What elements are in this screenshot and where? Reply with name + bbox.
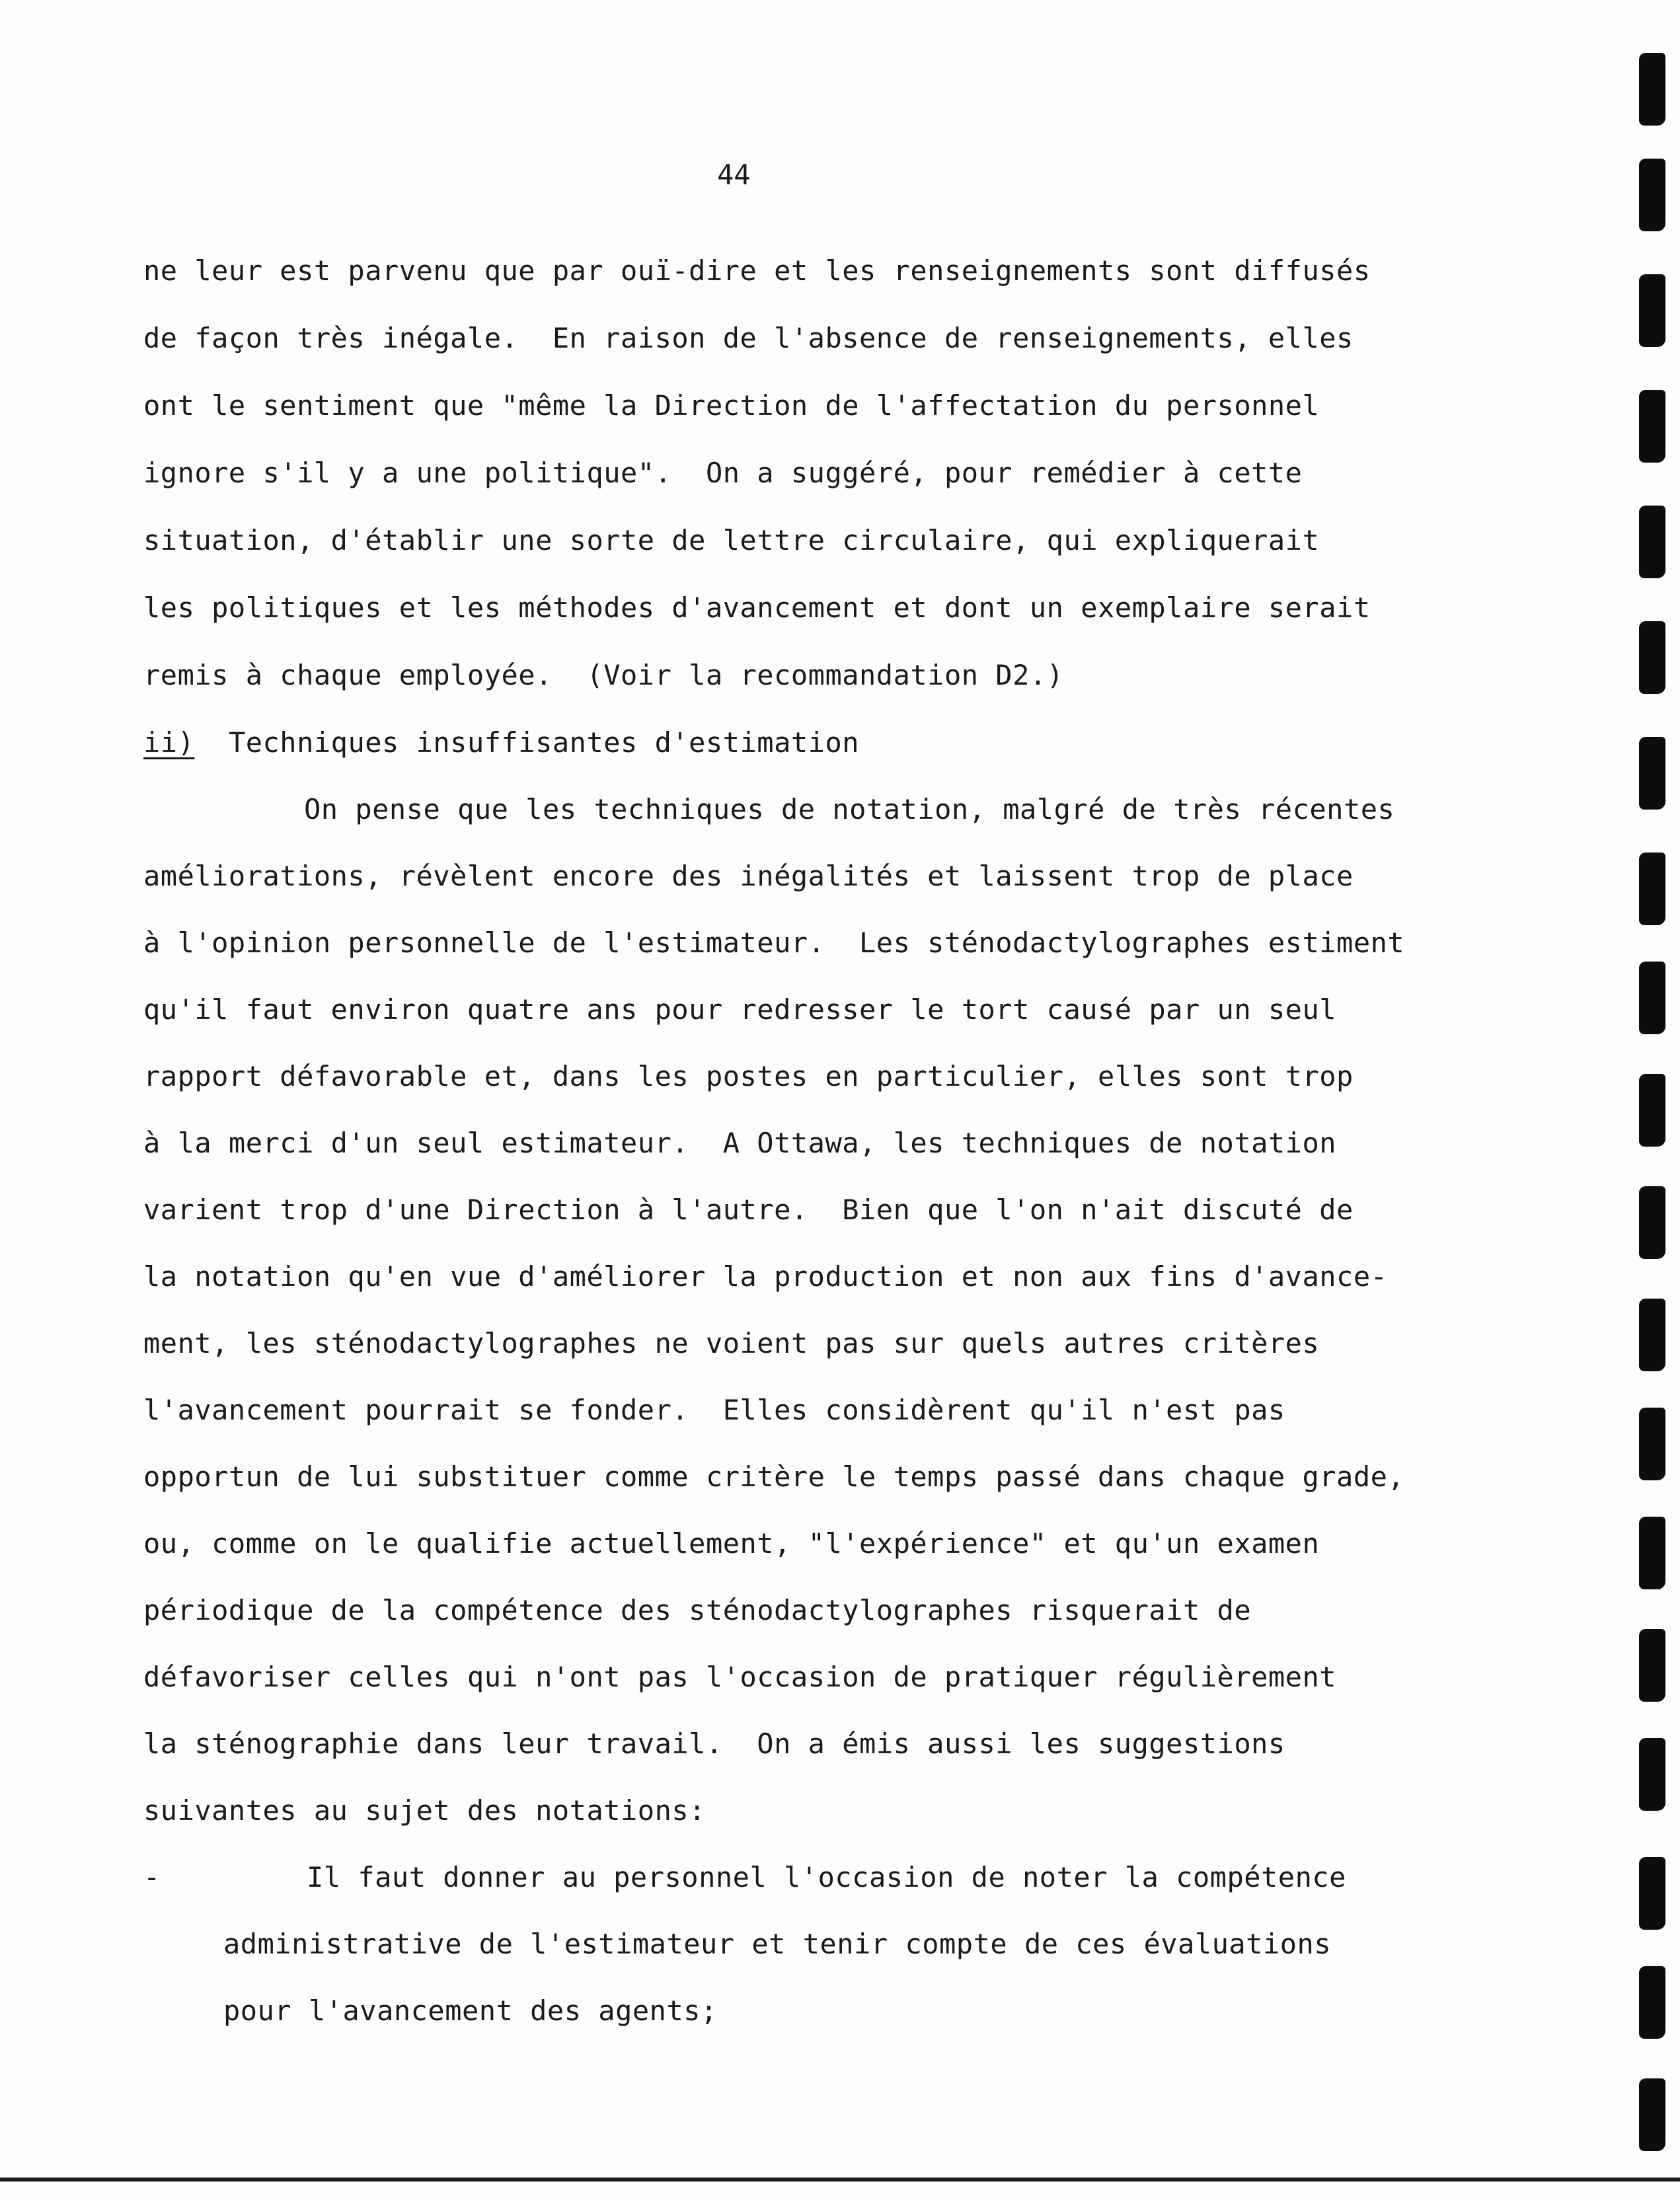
paragraph-line: la notation qu'en vue d'améliorer la production et non aux fins d'avance- <box>143 1260 1388 1293</box>
paragraph-line: à la merci d'un seul estimateur. A Ottawa, les techniques de notation <box>143 1127 1337 1159</box>
binding-hole <box>1639 621 1665 694</box>
binding-hole <box>1639 274 1665 347</box>
binding-hole <box>1639 737 1665 810</box>
binding-hole <box>1639 1299 1665 1371</box>
paragraph-line: rapport défavorable et, dans les postes en particulier, elles sont trop <box>143 1060 1354 1092</box>
binding-hole <box>1639 853 1665 925</box>
bullet-marker: - <box>143 1861 161 1893</box>
binding-hole <box>1639 159 1665 231</box>
paragraph-line: suivantes au sujet des notations: <box>143 1794 706 1827</box>
paragraph-line: On pense que les techniques de notation, malgré de très récentes <box>304 793 1395 825</box>
section-title: Techniques insuffisantes d'estimation <box>228 726 860 759</box>
binding-hole <box>1639 390 1665 463</box>
binding-hole <box>1639 1629 1665 1702</box>
paragraph-line: défavoriser celles qui n'ont pas l'occasion de pratiquer régulièrement <box>143 1661 1337 1693</box>
binding-hole <box>1639 1408 1665 1480</box>
paragraph-line: de façon très inégale. En raison de l'absence de renseignements, elles <box>143 322 1354 354</box>
bullet-line: Il faut donner au personnel l'occasion de noter la compétence <box>307 1861 1346 1893</box>
binding-hole <box>1639 962 1665 1034</box>
paragraph-line: opportun de lui substituer comme critère le temps passé dans chaque grade, <box>143 1460 1405 1493</box>
paragraph-line: remis à chaque employée. (Voir la recommandation D2.) <box>143 659 1064 691</box>
paragraph-line: qu'il faut environ quatre ans pour redresser le tort causé par un seul <box>143 993 1337 1026</box>
binding-hole <box>1639 1517 1665 1589</box>
paragraph-line: ont le sentiment que "même la Direction de l'affectation du personnel <box>143 389 1320 422</box>
paragraph-line: périodique de la compétence des sténodactylographes risquerait de <box>143 1594 1252 1626</box>
paragraph-line: ne leur est parvenu que par ouï-dire et les renseignements sont diffusés <box>143 254 1371 287</box>
bullet-line: administrative de l'estimateur et tenir compte de ces évaluations <box>223 1928 1332 1960</box>
bullet-line: pour l'avancement des agents; <box>223 1994 718 2027</box>
page-bottom-edge <box>0 2178 1680 2181</box>
paragraph-line: l'avancement pourrait se fonder. Elles considèrent qu'il n'est pas <box>143 1394 1285 1426</box>
section-number: ii) <box>143 726 195 759</box>
binding-hole <box>1639 1857 1665 1930</box>
binding-hole <box>1639 1966 1665 2039</box>
paragraph-line: situation, d'établir une sorte de lettre circulaire, qui expliquerait <box>143 524 1320 556</box>
paragraph-line: la sténographie dans leur travail. On a émis aussi les suggestions <box>143 1727 1285 1760</box>
paragraph-line: ment, les sténodactylographes ne voient pas sur quels autres critères <box>143 1327 1320 1359</box>
paragraph-line: ou, comme on le qualifie actuellement, "l'expérience" et qu'un examen <box>143 1527 1320 1560</box>
paragraph-line: les politiques et les méthodes d'avancement et dont un exemplaire serait <box>143 591 1371 624</box>
paragraph-line: à l'opinion personnelle de l'estimateur. Les sténodactylographes estiment <box>143 927 1405 959</box>
binding-hole <box>1639 506 1665 578</box>
page-number: 44 <box>717 159 751 191</box>
paragraph-line: améliorations, révèlent encore des inégalités et laissent trop de place <box>143 860 1354 892</box>
binding-hole <box>1639 53 1665 126</box>
binding-hole <box>1639 1186 1665 1259</box>
binding-hole <box>1639 2078 1665 2151</box>
paragraph-line: ignore s'il y a une politique". On a suggéré, pour remédier à cette <box>143 457 1303 489</box>
binding-hole <box>1639 1738 1665 1811</box>
section-heading <box>143 726 859 759</box>
binding-hole <box>1639 1074 1665 1147</box>
binding-holes <box>1601 0 1680 2200</box>
paragraph-line: varient trop d'une Direction à l'autre. Bien que l'on n'ait discuté de <box>143 1194 1354 1226</box>
